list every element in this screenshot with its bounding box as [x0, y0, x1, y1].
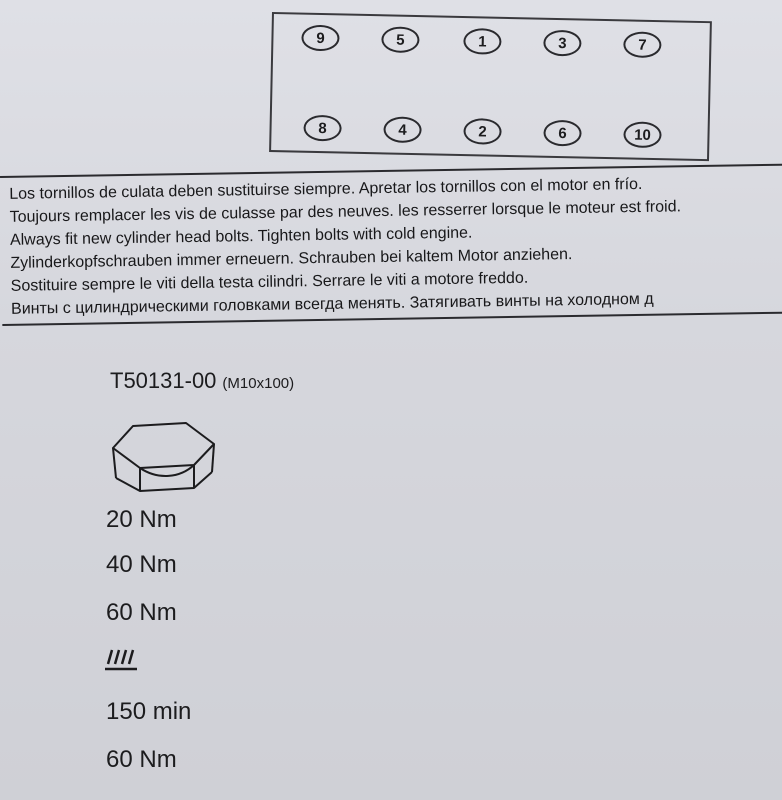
warning-fr: Toujours remplacer les vis de culasse par des neuves. les resserrer lorsque le moteur est froid.: [9, 198, 682, 226]
torque-step-3: 60 Nm: [106, 599, 177, 626]
part-number-label: [110, 368, 294, 394]
torque-step-final: 60 Nm: [106, 746, 177, 773]
torque-step-1: 20 Nm: [106, 506, 177, 533]
bolt-sequence-diagram: [269, 12, 712, 161]
bolt-position: 1: [463, 28, 502, 55]
bolt-position: 9: [301, 25, 340, 52]
bolt-position: 3: [543, 30, 582, 57]
part-spec: (M10x100): [222, 375, 295, 392]
warning-es: Los tornillos de culata deben sustituirse siempre. Apretar los tornillos con el motor en frío.: [9, 175, 643, 203]
warning-de: Zylinderkopfschrauben immer erneuern. Schrauben bei kaltem Motor anziehen.: [10, 246, 573, 272]
bolt-position: 4: [383, 116, 422, 143]
warning-it: Sostituire sempre le viti della testa cilindri. Serrare le viti a motore freddo.: [10, 269, 529, 295]
thread-wait-icon: [104, 646, 140, 677]
warning-ru: Винты с цилиндрическими головками всегда менять. Затягивать винты на холодном д: [10, 290, 654, 318]
bolt-position: 6: [543, 120, 582, 147]
bolt-position: 5: [381, 26, 420, 53]
bolt-position: 2: [463, 118, 502, 145]
part-number: T50131-00: [110, 368, 217, 393]
warning-notice: [0, 164, 782, 326]
bolt-position: 7: [623, 31, 662, 58]
bolt-position: 8: [303, 115, 342, 142]
warning-en: Always fit new cylinder head bolts. Tighten bolts with cold engine.: [9, 224, 473, 249]
bolt-position: 10: [623, 121, 662, 148]
torque-step-2: 40 Nm: [106, 551, 177, 578]
wait-time-step: 150 min: [106, 698, 192, 725]
hex-bolt-head-icon: [108, 418, 218, 499]
